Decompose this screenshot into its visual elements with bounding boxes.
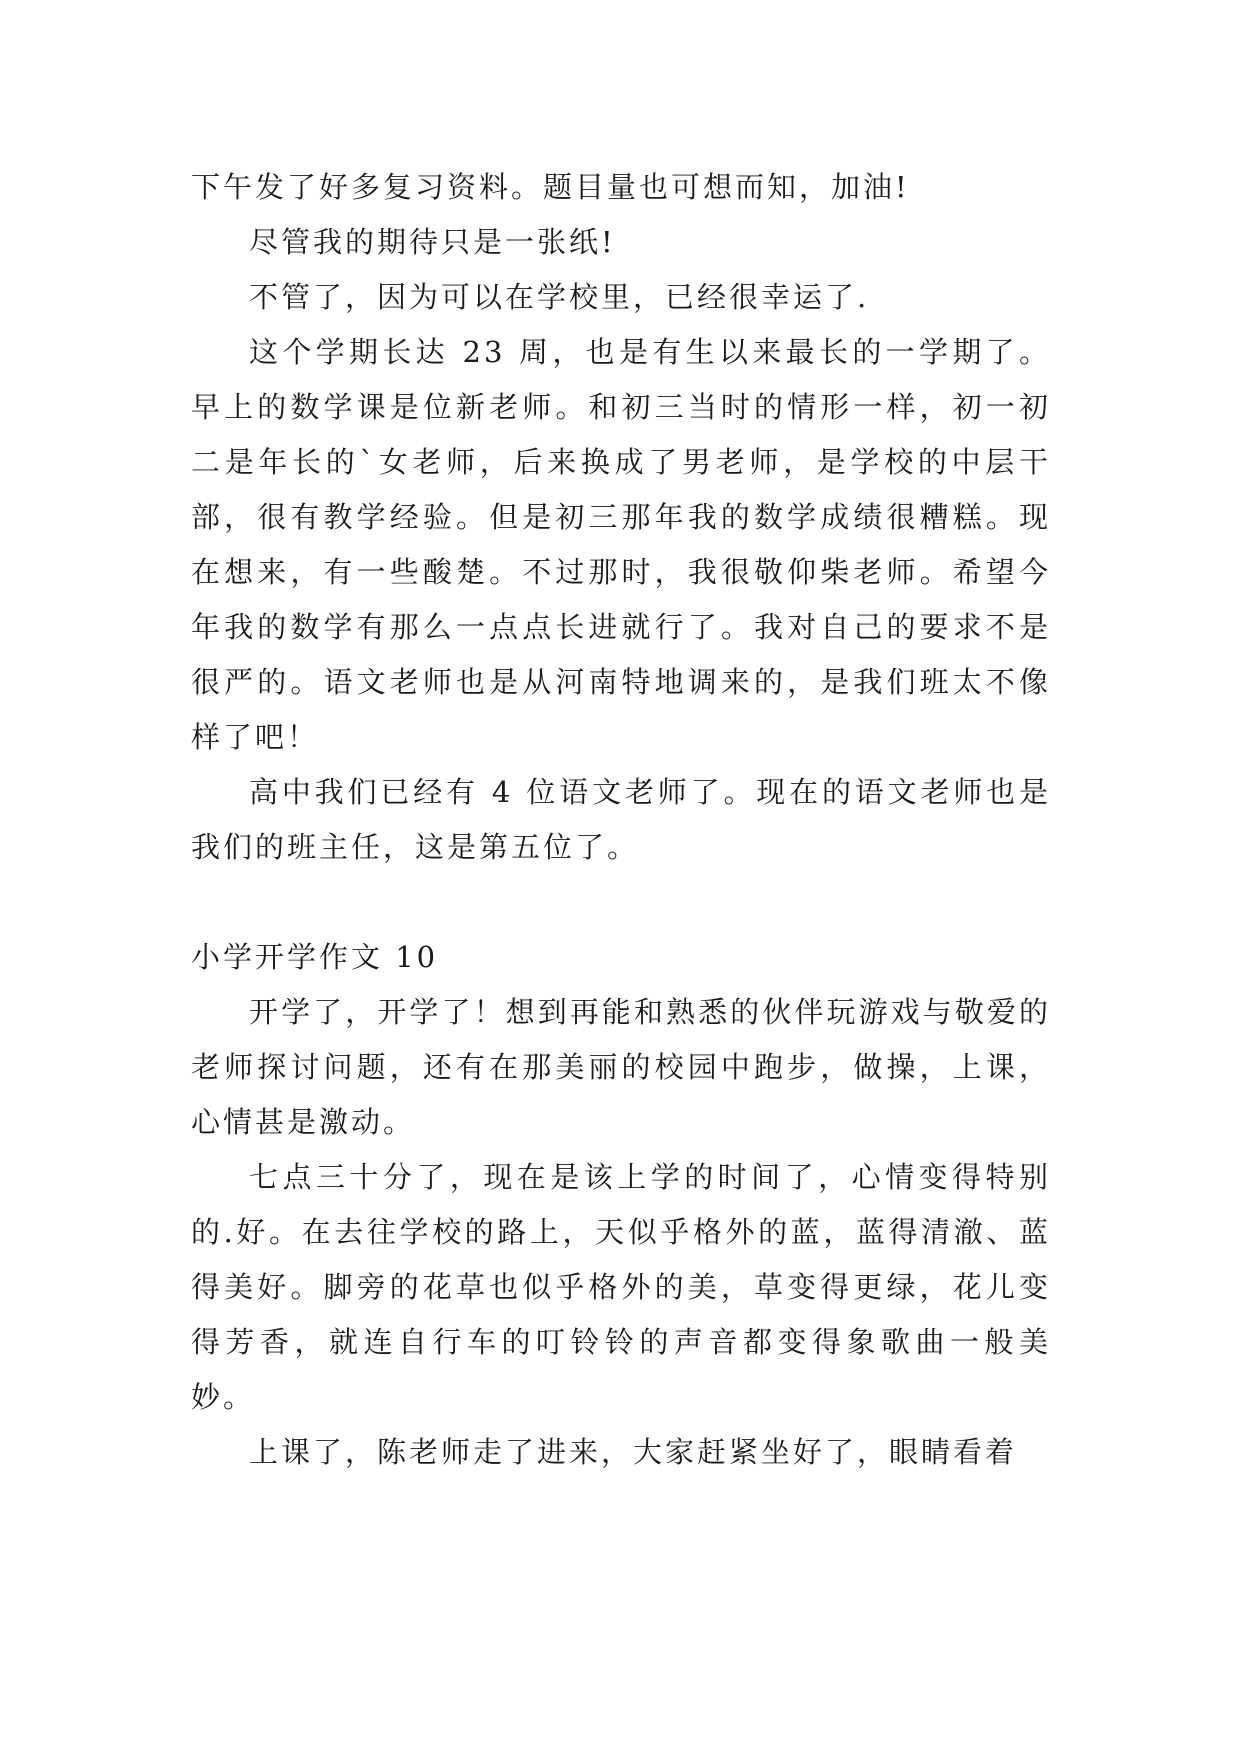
paragraph: 不管了，因为可以在学校里，已经很幸运了. [249, 280, 870, 314]
paragraph: 下午发了好多复习资料。题目量也可想而知，加油! [191, 170, 910, 204]
paragraph: 尽管我的期待只是一张纸! [249, 225, 616, 259]
paragraph: 这个学期长达 23 周，也是有生以来最长的一学期了。早上的数学课是位新老师。和初三当时的情形一样，初一初二是年长的`女老师，后来换成了男老师，是学校的中层干部，很有教学经验。但是初三那年我的数学成绩很糟糕。现在想来，有一些酸楚。不过那时，我很敬仰柴老师。希望今年我的数学有那么一点点长进就行了。我对自己的要求不是很严的。语文老师也是从河南特地调来的，是我们班太不像样了吧！ [191, 335, 1051, 754]
paragraph: 开学了，开学了！想到再能和熟悉的伙伴玩游戏与敬爱的老师探讨问题，还有在那美丽的校园中跑步，做操，上课，心情甚是激动。 [191, 995, 1051, 1139]
paragraph: 七点三十分了，现在是该上学的时间了，心情变得特别的.好。在去往学校的路上，天似乎格外的蓝，蓝得清澈、蓝得美好。脚旁的花草也似乎格外的美，草变得更绿，花儿变得芳香，就连自行车的叮铃铃的声音都变得象歌曲一般美妙。 [191, 1160, 1051, 1414]
paragraph: 高中我们已经有 4 位语文老师了。现在的语文老师也是我们的班主任，这是第五位了。 [191, 775, 1051, 864]
paragraph: 上课了，陈老师走了进来，大家赶紧坐好了，眼睛看着 [249, 1435, 1018, 1469]
essay-title: 小学开学作文 10 [191, 940, 439, 974]
document-page [191, 160, 1051, 1480]
